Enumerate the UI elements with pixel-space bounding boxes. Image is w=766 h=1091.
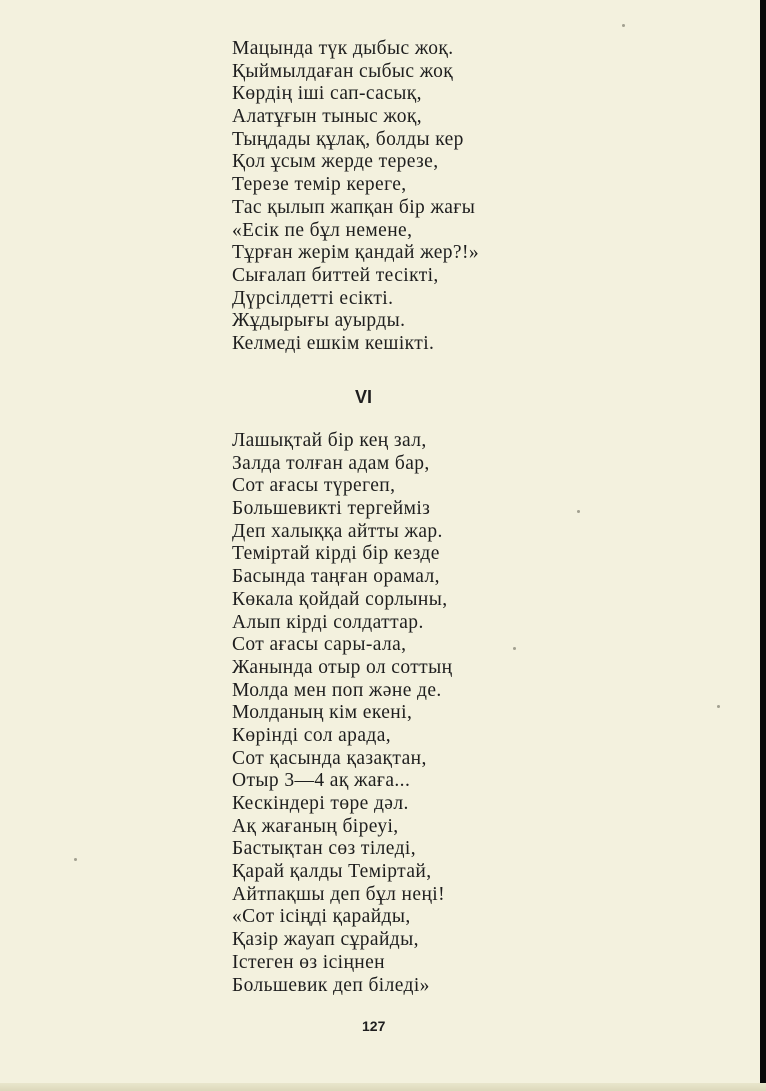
paper-speck [577, 510, 580, 513]
poem-line: Отыр 3—4 ақ жаға... [232, 770, 411, 792]
poem-line: Терезе темір кереге, [232, 174, 407, 196]
poem-line: Жұдырығы ауырды. [232, 310, 406, 332]
poem-line: Дүрсілдетті есікті. [232, 287, 394, 309]
poem-line: Молданың кім екені, [232, 702, 413, 724]
poem-line: Сығалап биттей тесікті, [232, 264, 439, 286]
poem-line: Қазір жауап сұрайды, [232, 929, 419, 951]
poem-line: Сот ағасы түрегеп, [232, 475, 396, 497]
poem-line: Тұрған жерім қандай жер?!» [232, 242, 479, 264]
poem-line: Молда мен поп және де. [232, 679, 442, 701]
poem-line: «Сот ісіңді қарайды, [232, 906, 411, 928]
poem-stanza-2 [232, 430, 452, 997]
paper-speck [513, 647, 516, 650]
poem-line: Жанында отыр ол соттың [232, 656, 453, 678]
poem-line: Қарай қалды Темiртай, [232, 861, 432, 883]
poem-line: Көрдің ішi сап-сасық, [232, 83, 422, 105]
poem-line: Басында таңған орамал, [232, 566, 440, 588]
page-edge-shadow [760, 0, 766, 1091]
page-number: 127 [362, 1018, 386, 1034]
poem-line: Мaцында түк дыбыс жоқ. [232, 38, 454, 59]
poem-line: «Есік пе бұл немене, [232, 219, 413, 241]
poem-line: Деп халыққа айтты жар. [232, 520, 443, 542]
poem-line: Алатұғын тыныс жоқ, [232, 106, 423, 128]
poem-line: Ақ жағаның біреуі, [232, 815, 399, 837]
poem-line: Қыймылдаған сыбыс жоқ [232, 60, 454, 82]
poem-line: Сот ағасы сары-ала, [232, 634, 407, 656]
paper-speck [717, 705, 720, 708]
poem-line: Кескіндері төре дәл. [232, 793, 409, 814]
poem-line: Көрінді сол арада, [232, 724, 392, 746]
poem-line: Лашықтай бір кең зал, [232, 430, 427, 451]
poem-line: Большевик деп біледі» [232, 974, 430, 996]
poem-line: Залда толған адам бар, [232, 452, 430, 474]
poem-stanza-1 [232, 38, 479, 356]
section-heading: VI [355, 387, 373, 407]
poem-line: Айтпақшы деп бұл неңі! [232, 883, 445, 905]
page-bottom-edge [0, 1083, 766, 1091]
poem-line: Тыңдады құлақ, болды кер [232, 128, 464, 150]
poem-line: Келмеді ешкім кешікті. [232, 332, 435, 354]
poem-line: Темiртай кірді бір кезде [232, 543, 440, 565]
poem-line: Большевикті тергеймiз [232, 498, 431, 520]
poem-line: Істеген өз ісіңнен [232, 951, 386, 973]
poem-line: Көкала қойдай сорлыны, [232, 588, 448, 610]
paper-speck [622, 24, 625, 27]
paper-speck [74, 858, 77, 861]
poem-line: Алып кірді солдаттар. [232, 611, 424, 633]
poem-line: Қол ұсым жерде терезе, [232, 151, 439, 173]
poem-line: Бастықтан сөз тіледі, [232, 838, 416, 860]
poem-line: Сот қасында қазақтан, [232, 747, 427, 769]
poem-line: Тас қылып жапқан бір жағы [232, 196, 476, 218]
